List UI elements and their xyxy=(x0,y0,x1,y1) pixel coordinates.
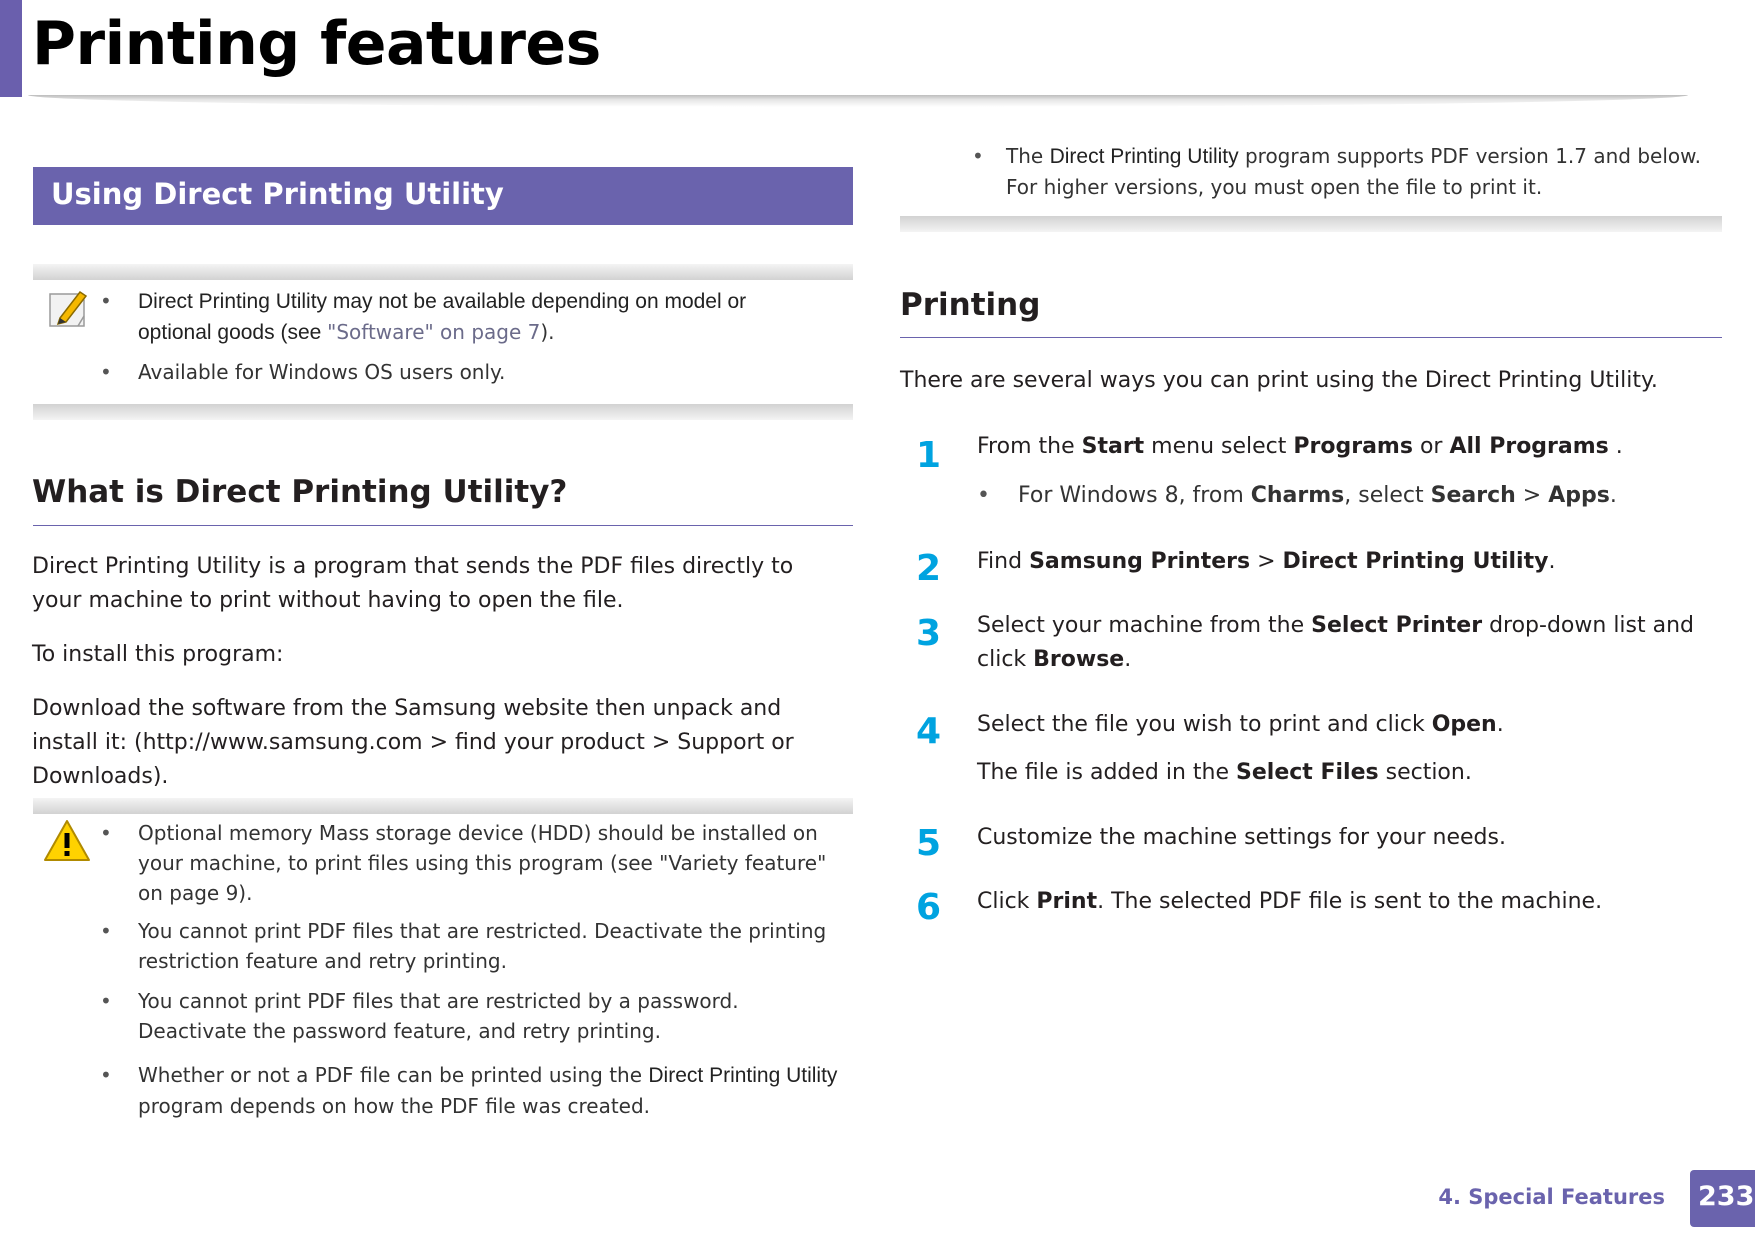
step-1-text: From the Start menu select Programs or All Programs . xyxy=(977,434,1623,459)
title-underline xyxy=(28,95,1688,107)
pencil-note-icon xyxy=(44,286,90,332)
note-bottom-band-right xyxy=(900,216,1722,232)
step-number-2: 2 xyxy=(916,548,942,589)
note-top-band xyxy=(33,264,853,280)
step-number-4: 4 xyxy=(916,711,942,752)
step-6-text: Click Print. The selected PDF file is sent to the machine. xyxy=(977,889,1603,914)
download-paragraph: Download the software from the Samsung website then unpack and install it: (http://www.samsung.com > find your product > Support or Downloads). xyxy=(32,696,794,789)
step-4-note: The file is added in the Select Files section. xyxy=(977,760,1472,785)
intro-paragraph: Direct Printing Utility is a program that sends the PDF files directly to your machine to print without having to open the file. xyxy=(32,554,794,613)
warning-icon xyxy=(42,818,92,864)
printing-heading: Printing xyxy=(900,287,1041,323)
step-5-text: Customize the machine settings for your needs. xyxy=(977,825,1506,850)
step-4-text: Select the file you wish to print and click Open. xyxy=(977,712,1504,737)
what-is-heading: What is Direct Printing Utility? xyxy=(32,474,568,510)
note-bottom-band xyxy=(33,404,853,420)
page-number: 233 xyxy=(1698,1181,1755,1212)
title-accent-bar xyxy=(0,0,22,97)
step-number-5: 5 xyxy=(916,823,942,864)
section-banner xyxy=(33,167,853,225)
heading-rule xyxy=(33,525,853,526)
caution-top-band xyxy=(33,798,853,814)
printing-heading-rule xyxy=(900,337,1722,338)
chapter-label: 4. Special Features xyxy=(1438,1185,1665,1209)
step-number-1: 1 xyxy=(916,435,942,476)
page-title: Printing features xyxy=(32,9,601,79)
step-number-6: 6 xyxy=(916,887,942,928)
software-page-link[interactable]: "Software" on page 7 xyxy=(327,320,541,344)
step-number-3: 3 xyxy=(916,613,942,654)
section-banner-title: Using Direct Printing Utility xyxy=(51,177,504,211)
step-3-text: Select your machine from the Select Printer drop-down list and click Browse. xyxy=(977,613,1695,672)
step-2-text: Find Samsung Printers > Direct Printing Utility. xyxy=(977,549,1556,574)
printing-intro: There are several ways you can print using the Direct Printing Utility. xyxy=(900,368,1658,393)
install-label: To install this program: xyxy=(32,642,284,667)
page-number-badge xyxy=(1690,1170,1755,1227)
